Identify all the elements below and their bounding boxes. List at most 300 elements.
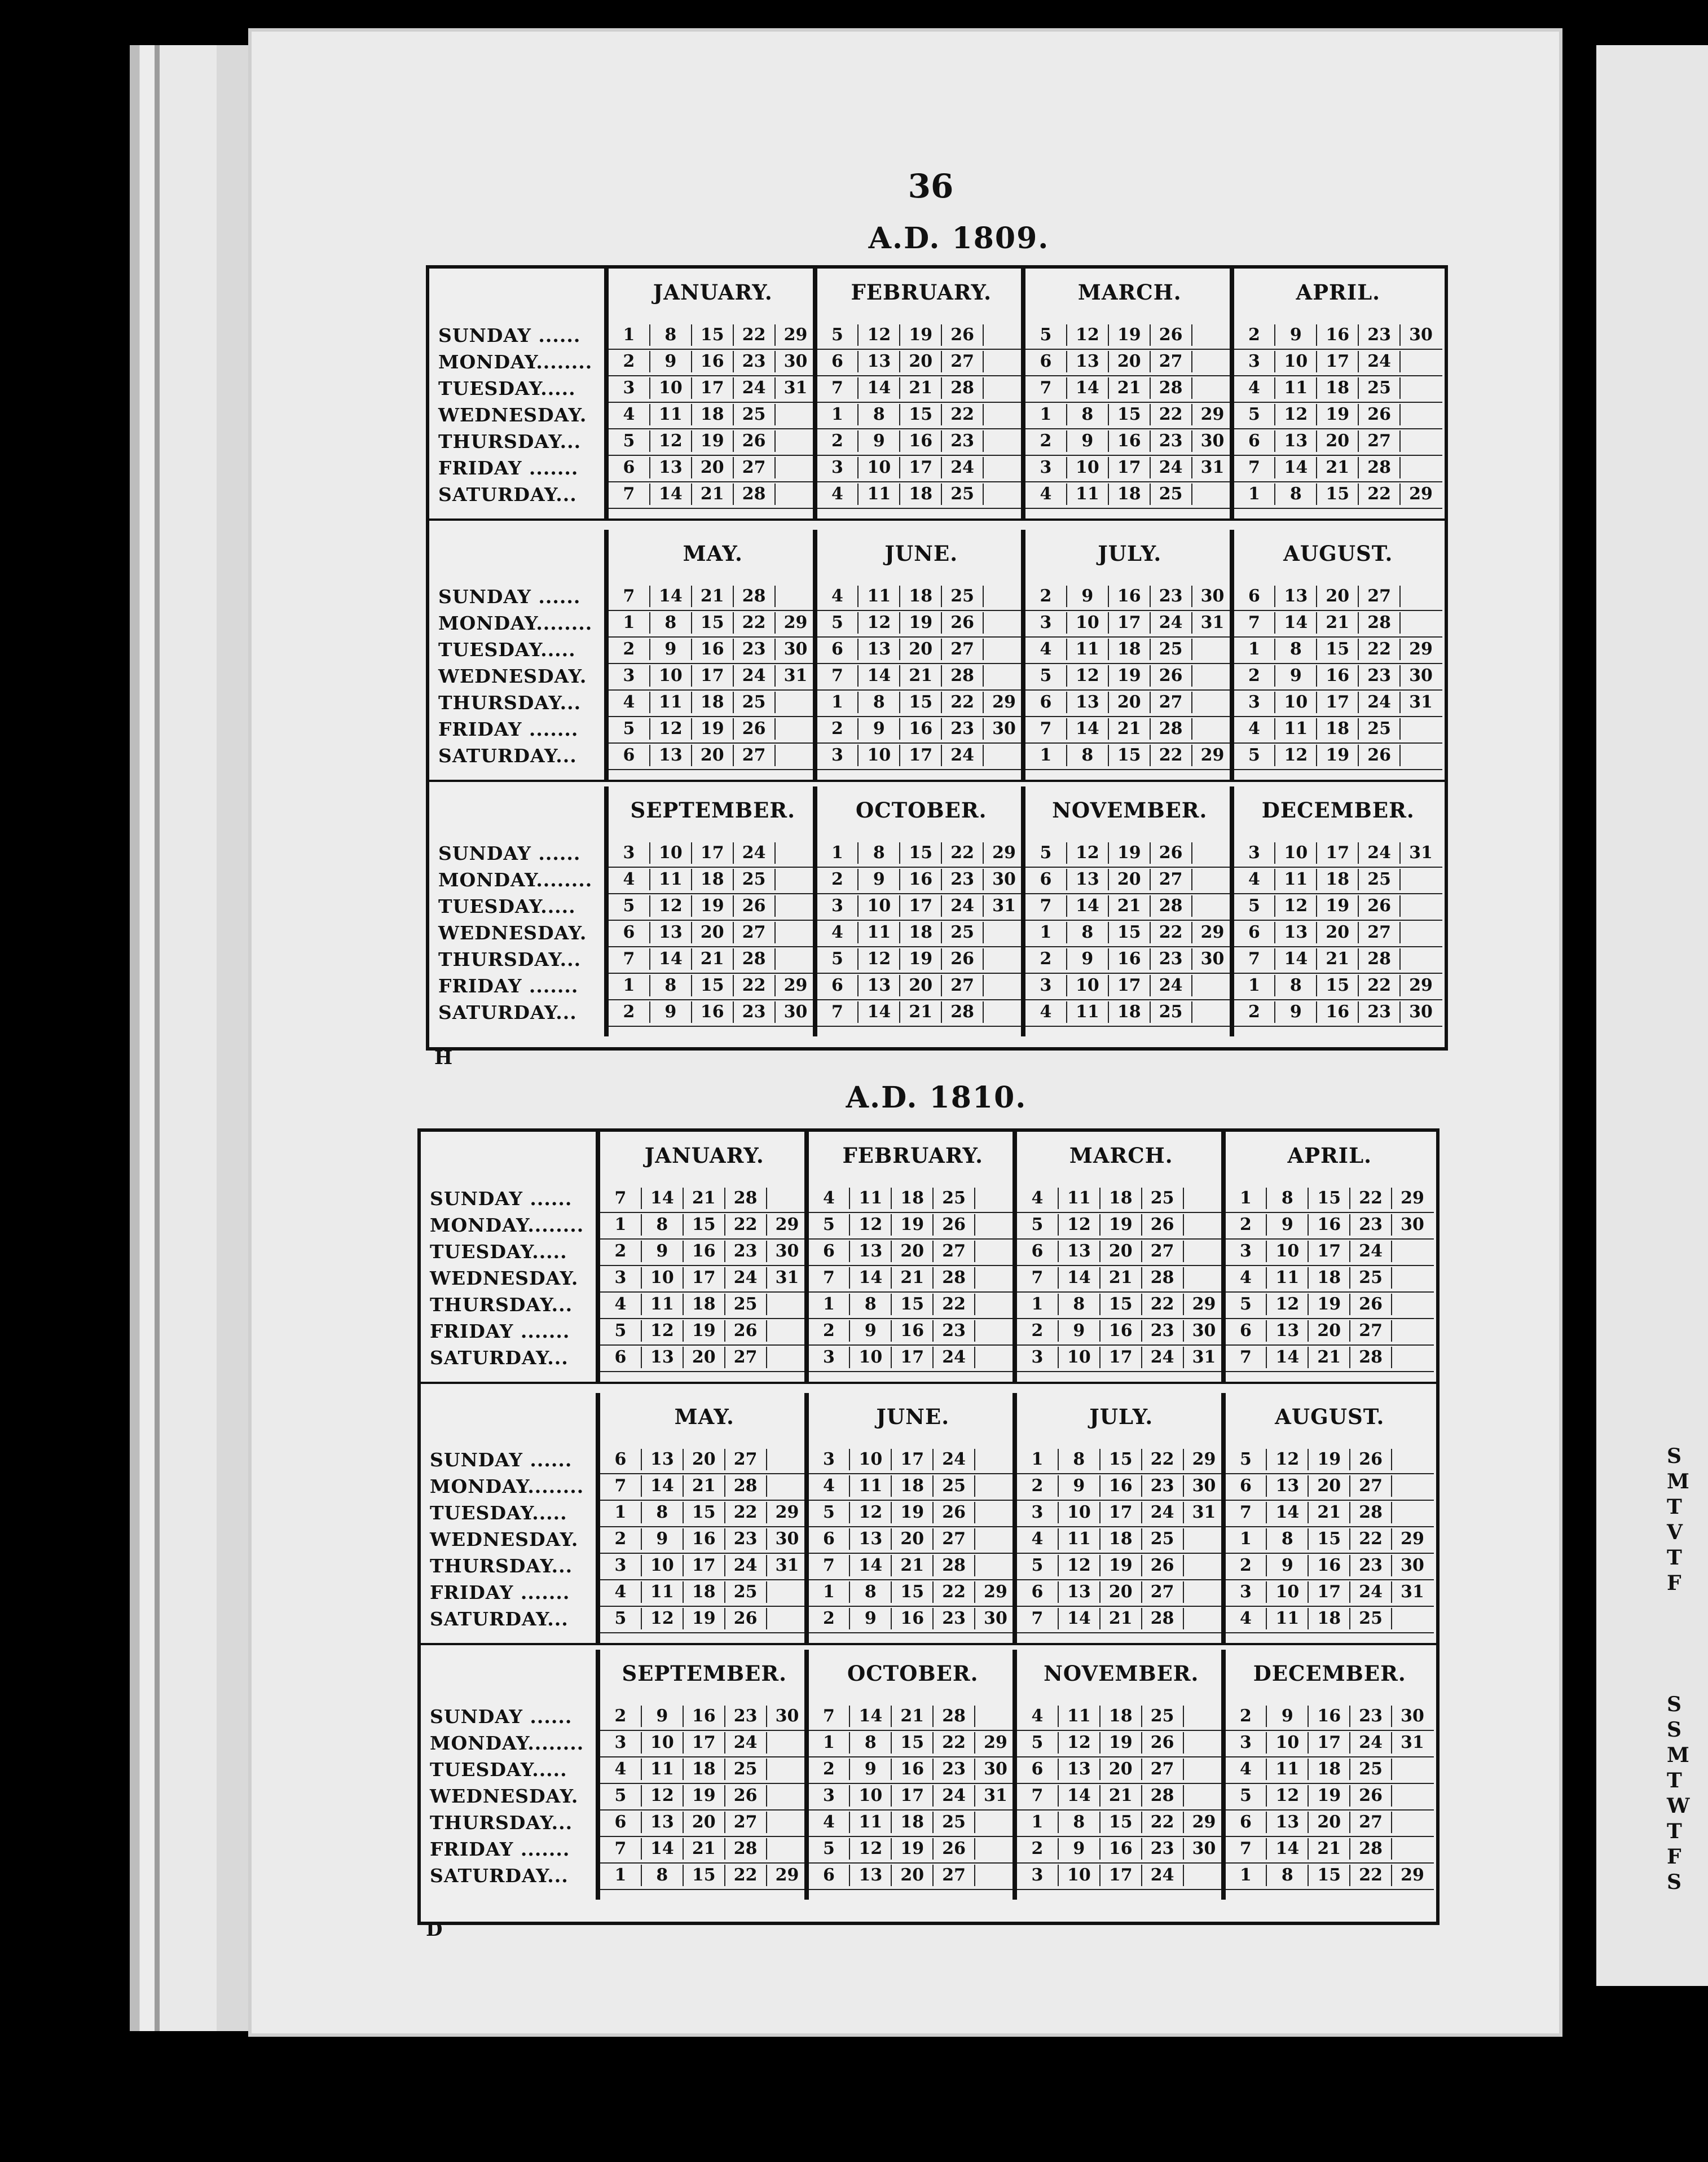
day-number: 17 [1309, 1581, 1350, 1603]
week-row [809, 1344, 1018, 1372]
week-row [1234, 663, 1443, 691]
year-title-1809: A.D. 1809. [868, 221, 1050, 256]
day-number: 21 [684, 1188, 725, 1209]
week-row [1234, 893, 1443, 921]
day-number: 1 [609, 612, 650, 634]
day-number: 23 [934, 1320, 975, 1342]
day-number: 17 [1309, 1732, 1350, 1754]
day-number: 26 [725, 1608, 767, 1629]
day-number: 2 [817, 718, 859, 740]
day-number [975, 1865, 1016, 1886]
month-name: JULY. [1089, 1404, 1154, 1429]
week-row [1025, 322, 1234, 350]
day-number: 5 [817, 612, 859, 634]
day-number: 22 [942, 842, 984, 864]
month-name: JANUARY. [644, 1143, 764, 1168]
day-number: 16 [1109, 586, 1151, 607]
day-number: 26 [934, 1502, 975, 1523]
day-number: 9 [859, 430, 900, 452]
day-number: 31 [783, 378, 808, 398]
day-number: 16 [1309, 1214, 1350, 1236]
day-number: 29 [1200, 745, 1225, 765]
day-number [984, 975, 1024, 996]
day-number: 29 [1192, 1449, 1216, 1469]
edge-letter: F [1667, 1845, 1681, 1869]
day-number: 26 [725, 1785, 767, 1807]
day-number [1184, 1759, 1225, 1780]
month-column [1013, 1650, 1226, 1900]
day-number [1401, 745, 1441, 766]
week-row [609, 375, 817, 403]
day-number: 17 [1317, 692, 1359, 713]
day-number [1401, 404, 1441, 425]
day-number [1184, 1188, 1225, 1209]
edge-letter: V [1667, 1521, 1683, 1544]
day-number: 18 [1100, 1706, 1142, 1727]
day-number [1392, 1759, 1433, 1780]
day-number: 3 [817, 457, 859, 478]
day-label: MONDAY........ [430, 1732, 584, 1754]
day-number: 26 [1151, 842, 1192, 864]
day-number: 28 [934, 1267, 975, 1289]
day-number: 21 [900, 377, 942, 399]
day-number: 5 [1234, 745, 1276, 766]
day-number: 5 [1226, 1449, 1267, 1470]
day-number: 5 [1017, 1555, 1059, 1576]
month-column [813, 786, 1026, 1036]
day-number: 5 [809, 1214, 851, 1236]
day-number: 25 [942, 922, 984, 943]
day-number: 17 [684, 1267, 725, 1289]
day-number: 25 [1142, 1188, 1184, 1209]
day-number: 5 [600, 1608, 642, 1629]
day-number: 17 [1109, 612, 1151, 634]
edge-letter: T [1667, 1769, 1682, 1792]
day-number [1184, 1241, 1225, 1262]
day-number: 7 [609, 948, 650, 970]
day-number: 15 [1100, 1812, 1142, 1833]
day-number: 12 [859, 612, 900, 634]
week-row [809, 1809, 1018, 1837]
week-row [600, 1344, 809, 1372]
day-number: 24 [725, 1732, 767, 1754]
day-number: 22 [934, 1581, 975, 1603]
day-number: 22 [734, 975, 776, 996]
day-number [1401, 922, 1441, 943]
day-label: FRIDAY ....... [430, 1581, 570, 1603]
day-number: 30 [1401, 1706, 1424, 1726]
week-row [809, 1318, 1018, 1346]
month-name: AUGUST. [1283, 541, 1393, 566]
day-number: 23 [1151, 948, 1192, 970]
day-number: 28 [1151, 895, 1192, 917]
day-number: 25 [725, 1759, 767, 1780]
day-number: 14 [650, 484, 692, 505]
week-row [609, 349, 817, 376]
day-number: 4 [1017, 1528, 1059, 1550]
day-number: 24 [1151, 457, 1192, 478]
day-number: 27 [725, 1347, 767, 1368]
day-number: 21 [1109, 377, 1151, 399]
day-number [776, 692, 816, 713]
day-number: 16 [692, 351, 734, 372]
day-number: 27 [934, 1528, 975, 1550]
week-row [1025, 481, 1234, 509]
week-row [600, 1730, 809, 1757]
day-number: 13 [1267, 1812, 1309, 1833]
day-number: 9 [859, 718, 900, 740]
day-number: 23 [725, 1528, 767, 1550]
day-number: 14 [642, 1188, 684, 1209]
day-number: 25 [1350, 1608, 1392, 1629]
day-number: 1 [600, 1214, 642, 1236]
edge-letter: S [1667, 1718, 1681, 1742]
day-number: 6 [1025, 351, 1067, 372]
day-label: FRIDAY ....... [438, 718, 579, 740]
day-number: 12 [850, 1502, 892, 1523]
day-number [1392, 1449, 1433, 1470]
month-column [1230, 269, 1443, 518]
week-row [809, 1212, 1018, 1240]
day-number: 10 [642, 1267, 684, 1289]
week-row [1234, 689, 1443, 717]
day-number: 20 [1100, 1759, 1142, 1780]
week-row [609, 893, 817, 921]
week-row [1025, 455, 1234, 482]
day-number: 29 [984, 1582, 1007, 1602]
week-row [1234, 867, 1443, 894]
day-number: 11 [1267, 1759, 1309, 1780]
day-number [1192, 639, 1233, 660]
day-number: 28 [934, 1706, 975, 1727]
week-row [1017, 1291, 1226, 1319]
day-number: 29 [1200, 922, 1225, 942]
day-number: 25 [1350, 1267, 1392, 1289]
day-number: 22 [934, 1294, 975, 1315]
day-number: 4 [1025, 1001, 1067, 1023]
day-number: 9 [850, 1320, 892, 1342]
day-number: 30 [783, 639, 808, 659]
day-number: 27 [1350, 1320, 1392, 1342]
day-number [1392, 1475, 1433, 1497]
day-number: 25 [1359, 718, 1401, 740]
day-number: 9 [1067, 586, 1109, 607]
day-number: 18 [684, 1581, 725, 1603]
day-number: 12 [1275, 745, 1317, 766]
day-number: 4 [1025, 484, 1067, 505]
day-number [975, 1449, 1016, 1470]
month-column [1230, 530, 1443, 780]
day-number: 4 [609, 692, 650, 713]
day-number [1192, 665, 1233, 687]
day-number [975, 1706, 1016, 1727]
day-number: 29 [783, 613, 808, 632]
day-number: 4 [609, 404, 650, 425]
week-row [1017, 1606, 1226, 1633]
day-number: 10 [859, 895, 900, 917]
week-row [1017, 1185, 1226, 1213]
day-number [767, 1294, 808, 1315]
week-row [1234, 322, 1443, 350]
day-number: 30 [1409, 666, 1433, 685]
week-row [609, 920, 817, 947]
day-number: 19 [1317, 895, 1359, 917]
day-number: 4 [817, 922, 859, 943]
week-row [1226, 1526, 1434, 1554]
day-number: 28 [1142, 1785, 1184, 1807]
month-name: DECEMBER. [1253, 1661, 1406, 1686]
day-number: 28 [942, 1001, 984, 1023]
day-number: 11 [1067, 484, 1109, 505]
day-number: 11 [642, 1294, 684, 1315]
day-number: 7 [809, 1267, 851, 1289]
day-number: 28 [1151, 377, 1192, 399]
day-number: 10 [1059, 1502, 1100, 1523]
day-number: 15 [1309, 1188, 1350, 1209]
day-number: 23 [1359, 324, 1401, 346]
day-number: 12 [1267, 1449, 1309, 1470]
day-number [776, 745, 816, 766]
day-number [1401, 895, 1441, 917]
day-number: 30 [1200, 949, 1225, 969]
day-number: 27 [1359, 430, 1401, 452]
day-number: 9 [1275, 324, 1317, 346]
day-number: 19 [1100, 1732, 1142, 1754]
day-number: 13 [1267, 1475, 1309, 1497]
day-label: THURSDAY... [438, 430, 582, 452]
day-number: 9 [642, 1706, 684, 1727]
week-row [817, 610, 1026, 638]
day-number: 8 [859, 692, 900, 713]
day-label: WEDNESDAY. [430, 1528, 579, 1550]
week-row [1226, 1291, 1434, 1319]
day-number [1192, 692, 1233, 713]
day-number: 19 [892, 1214, 934, 1236]
day-number: 21 [892, 1267, 934, 1289]
week-row [600, 1703, 809, 1731]
day-number: 16 [684, 1241, 725, 1262]
day-number [776, 586, 816, 607]
month-name: DECEMBER. [1261, 798, 1415, 823]
week-row [609, 322, 817, 350]
day-number: 1 [609, 324, 650, 346]
week-row [1234, 481, 1443, 509]
day-number: 18 [1109, 639, 1151, 660]
day-number: 2 [609, 351, 650, 372]
week-row [609, 636, 817, 664]
day-label: TUESDAY..... [430, 1759, 567, 1781]
day-number: 1 [600, 1865, 642, 1886]
day-number [1184, 1581, 1225, 1603]
day-number: 13 [1067, 869, 1109, 890]
day-number: 25 [1151, 1001, 1192, 1023]
day-number: 8 [1275, 975, 1317, 996]
day-number: 20 [900, 639, 942, 660]
edge-letter: T [1667, 1495, 1682, 1519]
day-number: 22 [1151, 404, 1192, 425]
week-row [1226, 1212, 1434, 1240]
day-number: 15 [692, 975, 734, 996]
day-number: 7 [1025, 718, 1067, 740]
day-number: 30 [1409, 1002, 1433, 1022]
day-number: 25 [1151, 484, 1192, 505]
day-number: 29 [1192, 1294, 1216, 1314]
day-number: 27 [725, 1449, 767, 1470]
day-number: 16 [1109, 948, 1151, 970]
day-number: 8 [1059, 1294, 1100, 1315]
day-number: 5 [609, 895, 650, 917]
day-number: 1 [1025, 745, 1067, 766]
day-number: 4 [809, 1475, 851, 1497]
edge-letter: T [1667, 1820, 1682, 1843]
day-number: 22 [934, 1732, 975, 1754]
week-row [600, 1447, 809, 1474]
day-number: 23 [734, 639, 776, 660]
week-row [600, 1836, 809, 1864]
day-number [1192, 975, 1233, 996]
day-number [975, 1320, 1016, 1342]
month-column [604, 269, 817, 518]
day-number: 1 [817, 692, 859, 713]
day-number: 25 [942, 484, 984, 505]
day-number: 10 [859, 457, 900, 478]
day-number: 4 [600, 1759, 642, 1780]
day-label: WEDNESDAY. [438, 922, 587, 944]
week-row [609, 610, 817, 638]
day-number: 14 [859, 1001, 900, 1023]
day-number: 2 [1234, 665, 1276, 687]
month-column [813, 269, 1026, 518]
week-row [1025, 920, 1234, 947]
month-name: NOVEMBER. [1044, 1661, 1199, 1686]
day-number: 24 [1151, 975, 1192, 996]
day-number: 12 [1275, 895, 1317, 917]
day-number: 7 [1234, 457, 1276, 478]
day-number [1401, 948, 1441, 970]
day-number: 31 [775, 1555, 799, 1575]
day-number: 27 [942, 639, 984, 660]
day-number: 22 [1151, 922, 1192, 943]
day-number: 6 [609, 922, 650, 943]
day-number: 16 [1100, 1838, 1142, 1860]
day-number: 30 [783, 1002, 808, 1022]
day-number: 11 [650, 692, 692, 713]
day-number: 24 [1359, 692, 1401, 713]
day-number: 7 [609, 586, 650, 607]
week-row [1226, 1862, 1434, 1890]
day-number [975, 1812, 1016, 1833]
day-number: 26 [1142, 1214, 1184, 1236]
week-row [600, 1862, 809, 1890]
day-number: 21 [1100, 1608, 1142, 1629]
day-number: 13 [1275, 430, 1317, 452]
week-row [809, 1238, 1018, 1266]
day-number: 19 [1100, 1214, 1142, 1236]
day-number: 29 [1401, 1188, 1424, 1208]
quarter-block [429, 269, 1445, 521]
day-number: 24 [725, 1267, 767, 1289]
day-number: 24 [1142, 1865, 1184, 1886]
day-number: 30 [984, 1609, 1007, 1628]
day-label: SATURDAY... [430, 1865, 569, 1887]
day-number: 20 [684, 1812, 725, 1833]
day-number: 21 [684, 1838, 725, 1860]
day-number: 12 [642, 1320, 684, 1342]
day-number: 22 [1359, 639, 1401, 660]
day-number: 25 [734, 692, 776, 713]
day-number: 14 [850, 1267, 892, 1289]
day-number: 20 [900, 351, 942, 372]
day-number [1392, 1812, 1433, 1833]
day-number [1392, 1241, 1433, 1262]
month-name: NOVEMBER. [1052, 798, 1208, 823]
day-number: 6 [600, 1347, 642, 1368]
day-number: 24 [1359, 351, 1401, 372]
day-number: 19 [892, 1838, 934, 1860]
day-number: 9 [1275, 1001, 1317, 1023]
day-number: 14 [1067, 895, 1109, 917]
day-number [1392, 1347, 1433, 1368]
day-number: 11 [1267, 1267, 1309, 1289]
day-number: 13 [859, 351, 900, 372]
day-number: 9 [1067, 948, 1109, 970]
day-number: 3 [1234, 351, 1276, 372]
day-number: 24 [1359, 842, 1401, 864]
day-number: 11 [642, 1759, 684, 1780]
day-number: 5 [600, 1320, 642, 1342]
quarter-block [421, 1650, 1436, 1900]
week-row [1025, 583, 1234, 611]
day-number [975, 1214, 1016, 1236]
day-number: 3 [1226, 1241, 1267, 1262]
day-number [1401, 457, 1441, 478]
week-row [809, 1862, 1018, 1890]
day-number: 26 [942, 948, 984, 970]
week-row [609, 999, 817, 1027]
day-number: 1 [1234, 639, 1276, 660]
day-number: 12 [1267, 1294, 1309, 1315]
day-number: 18 [892, 1812, 934, 1833]
week-row [600, 1265, 809, 1293]
day-number: 23 [725, 1706, 767, 1727]
day-number [975, 1188, 1016, 1209]
week-row [600, 1500, 809, 1527]
day-number: 12 [1067, 842, 1109, 864]
day-number: 8 [1067, 404, 1109, 425]
day-number: 23 [1359, 1001, 1401, 1023]
day-number: 25 [1359, 869, 1401, 890]
day-number: 10 [650, 377, 692, 399]
month-name: MAY. [683, 541, 743, 566]
week-row [817, 481, 1026, 509]
day-number: 29 [783, 325, 808, 345]
day-number: 18 [900, 484, 942, 505]
day-number: 28 [1350, 1347, 1392, 1368]
day-number: 2 [1234, 324, 1276, 346]
day-number: 4 [1226, 1759, 1267, 1780]
day-number: 23 [1151, 586, 1192, 607]
day-number: 12 [650, 895, 692, 917]
day-number: 15 [1109, 922, 1151, 943]
day-number: 28 [1151, 718, 1192, 740]
day-number: 3 [1017, 1865, 1059, 1886]
day-number: 1 [1017, 1812, 1059, 1833]
day-label: SUNDAY ...... [430, 1449, 573, 1471]
day-number [984, 922, 1024, 943]
day-number: 13 [859, 639, 900, 660]
day-number: 7 [1226, 1838, 1267, 1860]
week-row [1025, 428, 1234, 456]
